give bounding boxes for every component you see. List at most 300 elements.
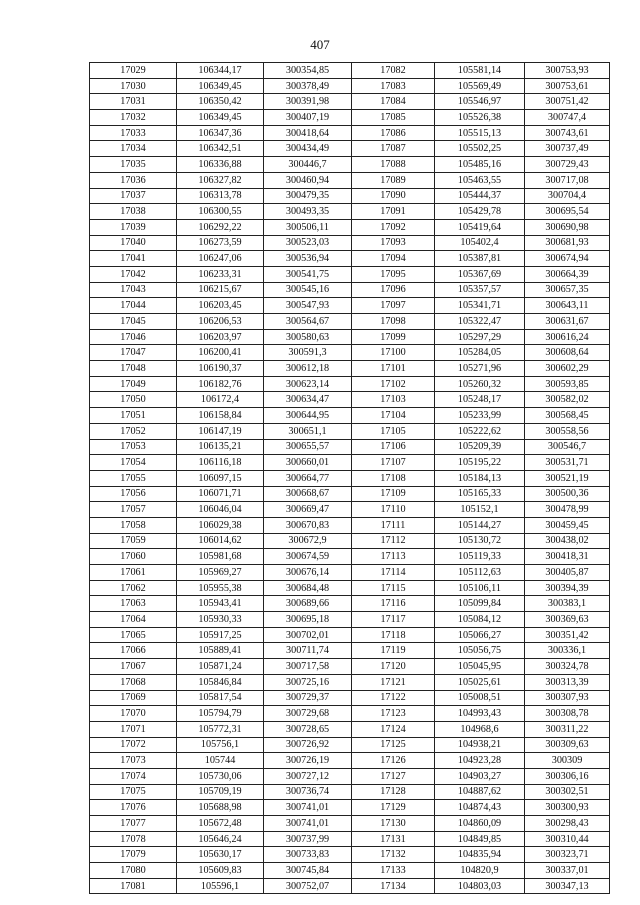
table-row <box>90 659 610 675</box>
coordinate-cell: 300337,01 <box>525 863 610 879</box>
coordinate-cell: 300545,16 <box>264 282 352 298</box>
coordinate-cell: 300521,19 <box>525 470 610 486</box>
coordinate-cell: 300681,93 <box>525 235 610 251</box>
coordinate-cell: 105981,68 <box>177 549 264 565</box>
coordinate-cell: 300608,64 <box>525 345 610 361</box>
coordinate-cell: 106233,31 <box>177 266 264 282</box>
coordinate-cell: 300676,14 <box>264 565 352 581</box>
coordinate-cell: 105772,31 <box>177 721 264 737</box>
coordinate-cell: 300689,66 <box>264 596 352 612</box>
coordinate-cell: 300753,93 <box>525 63 610 79</box>
coordinate-cell: 300664,39 <box>525 266 610 282</box>
point-number-cell: 17041 <box>90 251 177 267</box>
coordinate-cell: 106300,55 <box>177 204 264 220</box>
coordinate-cell: 105184,13 <box>435 470 525 486</box>
table-row <box>90 470 610 486</box>
coordinate-cell: 104849,85 <box>435 831 525 847</box>
coordinate-cell: 105581,14 <box>435 63 525 79</box>
coordinate-cell: 300418,31 <box>525 549 610 565</box>
table-row <box>90 533 610 549</box>
coordinate-cell: 300741,01 <box>264 816 352 832</box>
point-number-cell: 17056 <box>90 486 177 502</box>
table-row <box>90 627 610 643</box>
coordinate-cell: 105099,84 <box>435 596 525 612</box>
coordinate-cell: 106182,76 <box>177 376 264 392</box>
coordinate-cell: 105066,27 <box>435 627 525 643</box>
table-row <box>90 863 610 879</box>
point-number-cell: 17087 <box>352 141 435 157</box>
table-row <box>90 266 610 282</box>
coordinate-cell: 105955,38 <box>177 580 264 596</box>
coordinate-cell: 300736,74 <box>264 784 352 800</box>
point-number-cell: 17058 <box>90 517 177 533</box>
coordinate-cell: 300313,39 <box>525 674 610 690</box>
coordinate-cell: 300668,67 <box>264 486 352 502</box>
coordinate-cell: 300506,11 <box>264 219 352 235</box>
coordinate-cell: 104887,62 <box>435 784 525 800</box>
point-number-cell: 17111 <box>352 517 435 533</box>
coordinate-cell: 104803,03 <box>435 878 525 894</box>
point-number-cell: 17099 <box>352 329 435 345</box>
coordinate-cell: 105756,1 <box>177 737 264 753</box>
coordinate-cell: 300493,35 <box>264 204 352 220</box>
coordinate-cell: 105444,37 <box>435 188 525 204</box>
coordinate-cell: 300479,35 <box>264 188 352 204</box>
coordinate-cell: 105209,39 <box>435 439 525 455</box>
coordinate-cell: 105112,63 <box>435 565 525 581</box>
coordinate-cell: 104938,21 <box>435 737 525 753</box>
coordinate-cell: 105402,4 <box>435 235 525 251</box>
point-number-cell: 17132 <box>352 847 435 863</box>
coordinate-cell: 105485,16 <box>435 157 525 173</box>
coordinate-cell: 300541,75 <box>264 266 352 282</box>
coordinate-cell: 300631,67 <box>525 314 610 330</box>
point-number-cell: 17118 <box>352 627 435 643</box>
coordinate-cell: 300664,77 <box>264 470 352 486</box>
coordinate-cell: 106349,45 <box>177 110 264 126</box>
coordinate-cell: 105871,24 <box>177 659 264 675</box>
point-number-cell: 17032 <box>90 110 177 126</box>
coordinate-cell: 300405,87 <box>525 565 610 581</box>
coordinate-cell: 300753,61 <box>525 78 610 94</box>
coordinate-cell: 106097,15 <box>177 470 264 486</box>
coordinate-cell: 300478,99 <box>525 502 610 518</box>
coordinate-cell: 300500,36 <box>525 486 610 502</box>
point-number-cell: 17110 <box>352 502 435 518</box>
table-row <box>90 878 610 894</box>
coordinate-cell: 300300,93 <box>525 800 610 816</box>
table-row <box>90 298 610 314</box>
coordinate-cell: 300725,16 <box>264 674 352 690</box>
coordinate-cell: 300336,1 <box>525 643 610 659</box>
point-number-cell: 17078 <box>90 831 177 847</box>
coordinate-cell: 105045,95 <box>435 659 525 675</box>
coordinate-cell: 300378,49 <box>264 78 352 94</box>
coordinate-cell: 300634,47 <box>264 392 352 408</box>
coordinate-cell: 106292,22 <box>177 219 264 235</box>
point-number-cell: 17031 <box>90 94 177 110</box>
table-row <box>90 110 610 126</box>
point-number-cell: 17072 <box>90 737 177 753</box>
point-number-cell: 17124 <box>352 721 435 737</box>
coordinate-cell: 105419,64 <box>435 219 525 235</box>
point-number-cell: 17112 <box>352 533 435 549</box>
table-row <box>90 816 610 832</box>
coordinate-cell: 300558,56 <box>525 423 610 439</box>
point-number-cell: 17093 <box>352 235 435 251</box>
coordinate-cell: 300309 <box>525 753 610 769</box>
coordinate-cell: 105130,72 <box>435 533 525 549</box>
point-number-cell: 17115 <box>352 580 435 596</box>
coordinate-cell: 300695,18 <box>264 612 352 628</box>
point-number-cell: 17113 <box>352 549 435 565</box>
point-number-cell: 17076 <box>90 800 177 816</box>
table-row <box>90 455 610 471</box>
point-number-cell: 17129 <box>352 800 435 816</box>
coordinate-cell: 300695,54 <box>525 204 610 220</box>
coordinate-cell: 105084,12 <box>435 612 525 628</box>
table-row <box>90 847 610 863</box>
point-number-cell: 17131 <box>352 831 435 847</box>
point-number-cell: 17030 <box>90 78 177 94</box>
point-number-cell: 17130 <box>352 816 435 832</box>
point-number-cell: 17045 <box>90 314 177 330</box>
coordinate-cell: 300726,92 <box>264 737 352 753</box>
point-number-cell: 17100 <box>352 345 435 361</box>
point-number-cell: 17125 <box>352 737 435 753</box>
coordinate-cell: 300351,42 <box>525 627 610 643</box>
coordinate-cell: 300747,4 <box>525 110 610 126</box>
table-row <box>90 78 610 94</box>
point-number-cell: 17059 <box>90 533 177 549</box>
coordinate-cell: 105526,38 <box>435 110 525 126</box>
coordinate-cell: 300669,47 <box>264 502 352 518</box>
coordinate-cell: 300690,98 <box>525 219 610 235</box>
point-number-cell: 17102 <box>352 376 435 392</box>
point-number-cell: 17105 <box>352 423 435 439</box>
point-number-cell: 17126 <box>352 753 435 769</box>
coordinate-cell: 300741,01 <box>264 800 352 816</box>
point-number-cell: 17070 <box>90 706 177 722</box>
table-row <box>90 219 610 235</box>
coordinate-cell: 300582,02 <box>525 392 610 408</box>
coordinate-cell: 105730,06 <box>177 768 264 784</box>
point-number-cell: 17052 <box>90 423 177 439</box>
coordinate-cell: 106071,71 <box>177 486 264 502</box>
coordinate-cell: 300729,43 <box>525 157 610 173</box>
coordinate-cell: 300726,19 <box>264 753 352 769</box>
table-row <box>90 643 610 659</box>
coordinate-cell: 300684,48 <box>264 580 352 596</box>
coordinate-cell: 300546,7 <box>525 439 610 455</box>
point-number-cell: 17036 <box>90 172 177 188</box>
table-row <box>90 768 610 784</box>
coordinate-cell: 106046,04 <box>177 502 264 518</box>
coordinate-cell: 105271,96 <box>435 361 525 377</box>
coordinate-cell: 105463,55 <box>435 172 525 188</box>
coordinate-cell: 106344,17 <box>177 63 264 79</box>
coordinate-cell: 300752,07 <box>264 878 352 894</box>
coordinate-cell: 105515,13 <box>435 125 525 141</box>
table-row <box>90 423 610 439</box>
coordinate-cell: 105106,11 <box>435 580 525 596</box>
point-number-cell: 17120 <box>352 659 435 675</box>
point-number-cell: 17109 <box>352 486 435 502</box>
table-row <box>90 800 610 816</box>
coordinate-cell: 300547,93 <box>264 298 352 314</box>
point-number-cell: 17104 <box>352 408 435 424</box>
table-row <box>90 345 610 361</box>
coordinate-cell: 106203,97 <box>177 329 264 345</box>
point-number-cell: 17081 <box>90 878 177 894</box>
coordinate-cell: 106135,21 <box>177 439 264 455</box>
coordinate-cell: 105260,32 <box>435 376 525 392</box>
coordinate-cell: 105025,61 <box>435 674 525 690</box>
table-row <box>90 565 610 581</box>
coordinate-cell: 106273,59 <box>177 235 264 251</box>
point-number-cell: 17062 <box>90 580 177 596</box>
table-row <box>90 753 610 769</box>
coordinate-cell: 300745,84 <box>264 863 352 879</box>
point-number-cell: 17090 <box>352 188 435 204</box>
table-row <box>90 188 610 204</box>
coordinate-cell: 105969,27 <box>177 565 264 581</box>
point-number-cell: 17127 <box>352 768 435 784</box>
point-number-cell: 17034 <box>90 141 177 157</box>
point-number-cell: 17133 <box>352 863 435 879</box>
coordinate-cell: 300347,13 <box>525 878 610 894</box>
table-row <box>90 63 610 79</box>
coordinate-cell: 105744 <box>177 753 264 769</box>
coordinate-cell: 300674,59 <box>264 549 352 565</box>
point-number-cell: 17047 <box>90 345 177 361</box>
coordinate-cell: 105502,25 <box>435 141 525 157</box>
table-row <box>90 690 610 706</box>
coordinate-cell: 106200,41 <box>177 345 264 361</box>
point-number-cell: 17046 <box>90 329 177 345</box>
coordinate-cell: 300309,63 <box>525 737 610 753</box>
coordinate-cell: 300655,57 <box>264 439 352 455</box>
coordinate-cell: 300727,12 <box>264 768 352 784</box>
point-number-cell: 17095 <box>352 266 435 282</box>
table-row <box>90 361 610 377</box>
point-number-cell: 17082 <box>352 63 435 79</box>
point-number-cell: 17065 <box>90 627 177 643</box>
point-number-cell: 17117 <box>352 612 435 628</box>
point-number-cell: 17107 <box>352 455 435 471</box>
coordinate-cell: 300523,03 <box>264 235 352 251</box>
coordinate-cell: 105930,33 <box>177 612 264 628</box>
point-number-cell: 17116 <box>352 596 435 612</box>
coordinate-cell: 300737,49 <box>525 141 610 157</box>
table-body <box>90 63 610 894</box>
point-number-cell: 17123 <box>352 706 435 722</box>
coordinate-cell: 105056,75 <box>435 643 525 659</box>
coordinate-cell: 300459,45 <box>525 517 610 533</box>
table-row <box>90 549 610 565</box>
point-number-cell: 17048 <box>90 361 177 377</box>
coordinate-cell: 300391,98 <box>264 94 352 110</box>
coordinate-cell: 300536,94 <box>264 251 352 267</box>
coordinate-cell: 105357,57 <box>435 282 525 298</box>
coordinate-cell: 105367,69 <box>435 266 525 282</box>
point-number-cell: 17040 <box>90 235 177 251</box>
coordinate-cell: 105195,22 <box>435 455 525 471</box>
point-number-cell: 17103 <box>352 392 435 408</box>
table-row <box>90 204 610 220</box>
point-number-cell: 17035 <box>90 157 177 173</box>
coordinate-cell: 105609,83 <box>177 863 264 879</box>
table-row <box>90 831 610 847</box>
coordinate-cell: 300323,71 <box>525 847 610 863</box>
coordinate-cell: 300670,83 <box>264 517 352 533</box>
point-number-cell: 17071 <box>90 721 177 737</box>
coordinate-cell: 300418,64 <box>264 125 352 141</box>
table-row <box>90 172 610 188</box>
coordinate-cell: 106116,18 <box>177 455 264 471</box>
coordinates-table <box>89 62 610 894</box>
point-number-cell: 17101 <box>352 361 435 377</box>
coordinate-cell: 105794,79 <box>177 706 264 722</box>
point-number-cell: 17086 <box>352 125 435 141</box>
coordinate-cell: 106349,45 <box>177 78 264 94</box>
coordinate-cell: 104820,9 <box>435 863 525 879</box>
coordinate-cell: 106203,45 <box>177 298 264 314</box>
coordinate-cell: 105284,05 <box>435 345 525 361</box>
point-number-cell: 17033 <box>90 125 177 141</box>
point-number-cell: 17128 <box>352 784 435 800</box>
coordinate-cell: 105387,81 <box>435 251 525 267</box>
point-number-cell: 17074 <box>90 768 177 784</box>
coordinate-cell: 106190,37 <box>177 361 264 377</box>
coordinate-cell: 105165,33 <box>435 486 525 502</box>
point-number-cell: 17044 <box>90 298 177 314</box>
coordinate-cell: 300674,94 <box>525 251 610 267</box>
coordinate-cell: 300743,61 <box>525 125 610 141</box>
coordinate-cell: 300717,08 <box>525 172 610 188</box>
coordinate-cell: 105646,24 <box>177 831 264 847</box>
point-number-cell: 17038 <box>90 204 177 220</box>
coordinate-cell: 105817,54 <box>177 690 264 706</box>
coordinate-cell: 105144,27 <box>435 517 525 533</box>
coordinate-cell: 300729,68 <box>264 706 352 722</box>
point-number-cell: 17075 <box>90 784 177 800</box>
coordinate-cell: 300564,67 <box>264 314 352 330</box>
coordinate-cell: 105008,51 <box>435 690 525 706</box>
coordinate-cell: 300307,93 <box>525 690 610 706</box>
point-number-cell: 17043 <box>90 282 177 298</box>
coordinate-cell: 300651,1 <box>264 423 352 439</box>
coordinate-cell: 105222,62 <box>435 423 525 439</box>
table-row <box>90 721 610 737</box>
coordinate-cell: 105297,29 <box>435 329 525 345</box>
point-number-cell: 17079 <box>90 847 177 863</box>
point-number-cell: 17050 <box>90 392 177 408</box>
coordinate-cell: 300308,78 <box>525 706 610 722</box>
point-number-cell: 17134 <box>352 878 435 894</box>
point-number-cell: 17094 <box>352 251 435 267</box>
coordinate-cell: 300446,7 <box>264 157 352 173</box>
point-number-cell: 17042 <box>90 266 177 282</box>
point-number-cell: 17088 <box>352 157 435 173</box>
coordinate-cell: 105943,41 <box>177 596 264 612</box>
coordinate-cell: 300717,58 <box>264 659 352 675</box>
coordinate-cell: 300310,44 <box>525 831 610 847</box>
point-number-cell: 17049 <box>90 376 177 392</box>
coordinate-cell: 300580,63 <box>264 329 352 345</box>
point-number-cell: 17037 <box>90 188 177 204</box>
coordinate-cell: 300657,35 <box>525 282 610 298</box>
page-number: 407 <box>310 37 330 52</box>
point-number-cell: 17039 <box>90 219 177 235</box>
coordinate-cell: 105688,98 <box>177 800 264 816</box>
coordinate-cell: 105917,25 <box>177 627 264 643</box>
coordinate-cell: 300302,51 <box>525 784 610 800</box>
table-row <box>90 674 610 690</box>
table-row <box>90 329 610 345</box>
table-row <box>90 784 610 800</box>
table-row <box>90 580 610 596</box>
coordinate-cell: 300623,14 <box>264 376 352 392</box>
coordinate-cell: 104860,09 <box>435 816 525 832</box>
coordinate-cell: 300460,94 <box>264 172 352 188</box>
coordinate-cell: 104874,43 <box>435 800 525 816</box>
coordinate-cell: 105233,99 <box>435 408 525 424</box>
point-number-cell: 17122 <box>352 690 435 706</box>
coordinate-cell: 106247,06 <box>177 251 264 267</box>
coordinate-cell: 300612,18 <box>264 361 352 377</box>
coordinate-cell: 104968,6 <box>435 721 525 737</box>
coordinate-cell: 105889,41 <box>177 643 264 659</box>
coordinate-cell: 300394,39 <box>525 580 610 596</box>
coordinate-cell: 105672,48 <box>177 816 264 832</box>
coordinate-cell: 105429,78 <box>435 204 525 220</box>
point-number-cell: 17106 <box>352 439 435 455</box>
table-row <box>90 251 610 267</box>
point-number-cell: 17084 <box>352 94 435 110</box>
point-number-cell: 17114 <box>352 565 435 581</box>
point-number-cell: 17121 <box>352 674 435 690</box>
table-row <box>90 439 610 455</box>
coordinate-cell: 106215,67 <box>177 282 264 298</box>
coordinate-cell: 300591,3 <box>264 345 352 361</box>
point-number-cell: 17066 <box>90 643 177 659</box>
point-number-cell: 17108 <box>352 470 435 486</box>
table-row <box>90 408 610 424</box>
point-number-cell: 17068 <box>90 674 177 690</box>
table-row <box>90 517 610 533</box>
coordinate-cell: 300306,16 <box>525 768 610 784</box>
coordinate-cell: 106029,38 <box>177 517 264 533</box>
table-row <box>90 282 610 298</box>
point-number-cell: 17067 <box>90 659 177 675</box>
coordinate-cell: 300704,4 <box>525 188 610 204</box>
table-row <box>90 235 610 251</box>
coordinate-cell: 300733,83 <box>264 847 352 863</box>
table-row <box>90 376 610 392</box>
point-number-cell: 17091 <box>352 204 435 220</box>
table-row <box>90 612 610 628</box>
point-number-cell: 17073 <box>90 753 177 769</box>
coordinate-cell: 106347,36 <box>177 125 264 141</box>
coordinate-cell: 104923,28 <box>435 753 525 769</box>
point-number-cell: 17054 <box>90 455 177 471</box>
point-number-cell: 17080 <box>90 863 177 879</box>
table-row <box>90 706 610 722</box>
point-number-cell: 17057 <box>90 502 177 518</box>
coordinate-cell: 105709,19 <box>177 784 264 800</box>
point-number-cell: 17061 <box>90 565 177 581</box>
